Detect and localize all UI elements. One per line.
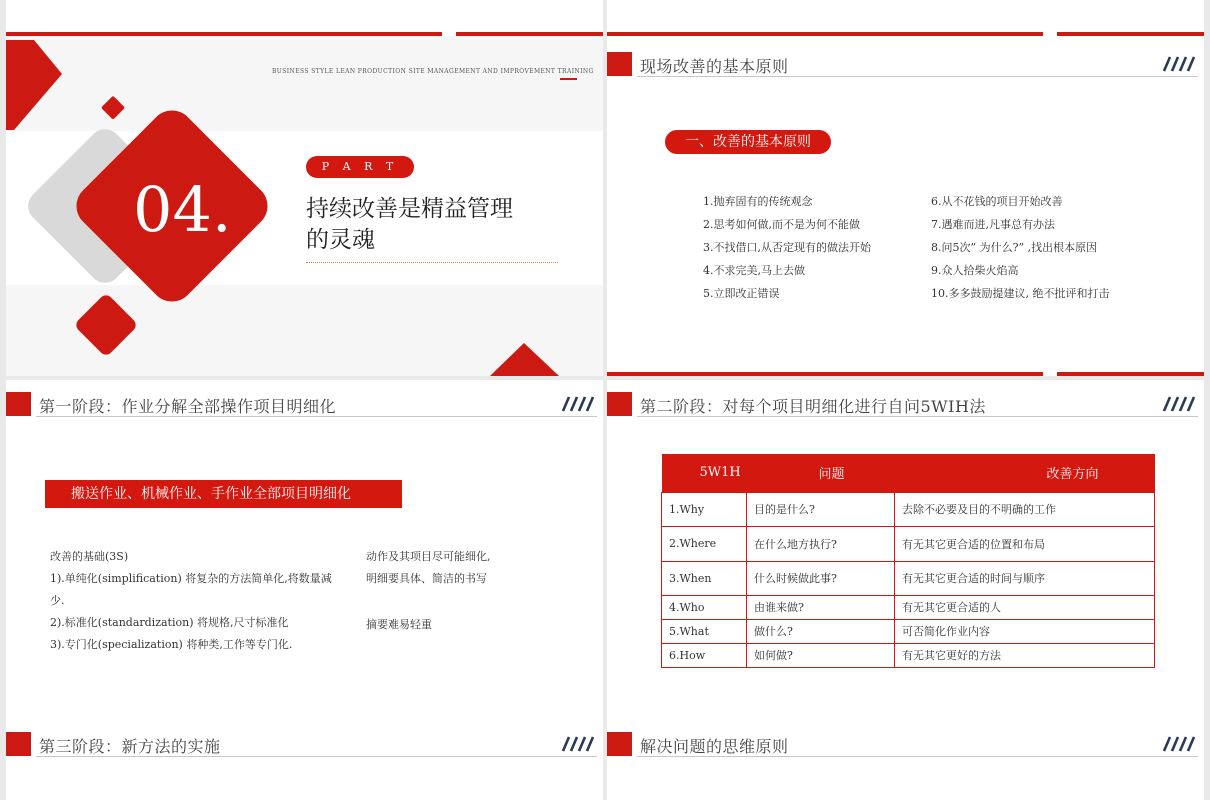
table-row bbox=[662, 526, 1155, 561]
list-item: 3.不找借口,从否定现有的做法开始 bbox=[703, 241, 871, 254]
slide-part-04[interactable] bbox=[6, 0, 603, 376]
header-red-square bbox=[607, 52, 632, 76]
table-cell: 1.Why bbox=[662, 492, 747, 526]
list-item: 7.遇难而进,凡事总有办法 bbox=[931, 218, 1055, 231]
table-cell: 5.What bbox=[662, 619, 747, 643]
table-cell: 2.Where bbox=[662, 526, 747, 561]
list-item: 1.抛弃固有的传统观念 bbox=[703, 195, 813, 208]
part-title-line1: 持续改善是精益管理 bbox=[306, 196, 513, 222]
slide-stage-three[interactable] bbox=[6, 712, 603, 800]
list-item: 6.从不花钱的项目开始改善 bbox=[931, 195, 1063, 208]
table-row bbox=[662, 595, 1155, 619]
table-row bbox=[662, 643, 1155, 667]
text-line: 动作及其项目尽可能细化, bbox=[366, 550, 491, 563]
table-cell: 在什么地方执行? bbox=[747, 526, 895, 561]
small-red-diamond-bottom bbox=[73, 292, 138, 357]
diagonal-stripes-icon bbox=[1160, 396, 1198, 412]
detail-text bbox=[366, 546, 491, 636]
text-line: 改善的基础(3S) bbox=[50, 550, 129, 563]
table-row bbox=[662, 492, 1155, 526]
header-red-square bbox=[6, 732, 31, 756]
header-red-square bbox=[6, 392, 31, 416]
list-item: 9.众人拾柴火焰高 bbox=[931, 264, 1019, 277]
slide-title: 第三阶段：新方法的实施 bbox=[39, 737, 221, 756]
slide-title: 第二阶段：对每个项目明细化进行自问5WIH法 bbox=[640, 397, 986, 416]
diagonal-stripes-icon bbox=[1160, 56, 1198, 72]
part-label-pill: P A R T bbox=[306, 156, 414, 178]
top-accent-bar-right bbox=[1057, 32, 1204, 36]
diagonal-stripes-icon bbox=[559, 396, 597, 412]
header-underline bbox=[36, 756, 597, 757]
table-cell: 可否简化作业内容 bbox=[895, 619, 1155, 643]
list-item: 5.立即改正错误 bbox=[703, 287, 780, 300]
slide-thinking-principles[interactable] bbox=[607, 712, 1204, 800]
table-cell: 由谁来做? bbox=[747, 595, 895, 619]
decorative-shapes bbox=[6, 0, 603, 376]
text-line: 3).专门化(specialization) 将种类,工作等专门化. bbox=[50, 638, 293, 651]
table-cell: 什么时候做此事? bbox=[747, 561, 895, 595]
slide-title: 解决问题的思维原则 bbox=[640, 737, 789, 756]
slide-title: 第一阶段：作业分解全部操作项目明细化 bbox=[39, 397, 337, 416]
text-line: 2).标准化(standardization) 将规格,尺寸标准化 bbox=[50, 616, 289, 629]
stage-banner: 搬送作业、机械作业、手作业全部项目明细化 bbox=[45, 480, 402, 508]
principles-list-left bbox=[703, 190, 871, 305]
table-row bbox=[662, 561, 1155, 595]
subtitle-underline bbox=[560, 78, 577, 80]
header-direction: 改善方向 bbox=[895, 454, 1155, 492]
text-line: 1).单纯化(simplification) 将复杂的方法简单化,将数量减 bbox=[50, 572, 332, 585]
diagonal-stripes-icon bbox=[1160, 736, 1198, 752]
text-line: 明细要具体、简洁的书写 bbox=[366, 572, 487, 585]
table-cell: 有无其它更合适的人 bbox=[895, 595, 1155, 619]
bottom-accent-bar bbox=[607, 372, 1043, 376]
header-underline bbox=[637, 76, 1198, 77]
header-underline bbox=[637, 416, 1198, 417]
table-cell: 4.Who bbox=[662, 595, 747, 619]
list-item: 8.问5次” 为什么?” ,找出根本原因 bbox=[931, 241, 1098, 254]
table-cell: 有无其它更合适的时间与顺序 bbox=[895, 561, 1155, 595]
slide-title: 现场改善的基本原则 bbox=[640, 57, 789, 76]
list-item: 4.不求完美,马上去做 bbox=[703, 264, 805, 277]
table-cell: 目的是什么? bbox=[747, 492, 895, 526]
text-line: 少. bbox=[50, 594, 65, 607]
table-cell: 做什么? bbox=[747, 619, 895, 643]
title-dotted-divider bbox=[306, 262, 558, 263]
diagonal-stripes-icon bbox=[559, 736, 597, 752]
principles-list-right bbox=[931, 190, 1110, 305]
bottom-red-triangle bbox=[490, 343, 559, 376]
header-5w1h: 5W1H bbox=[662, 454, 747, 492]
header-question: 问题 bbox=[747, 454, 895, 492]
slide-stage-two[interactable] bbox=[607, 380, 1204, 716]
small-red-diamond-top bbox=[101, 96, 125, 120]
text-line: 摘要难易轻重 bbox=[366, 618, 432, 631]
table-cell: 有无其它更好的方法 bbox=[895, 643, 1155, 667]
bottom-accent-bar-right bbox=[1057, 372, 1204, 376]
part-title-line2: 的灵魂 bbox=[306, 227, 375, 253]
header-red-square bbox=[607, 392, 632, 416]
list-item: 10.多多鼓励提建议, 绝不批评和打击 bbox=[931, 287, 1110, 300]
subtitle-english: BUSINESS STYLE LEAN PRODUCTION SITE MANAGEMENT AND IMPROVEMENT TRAINING bbox=[272, 68, 594, 75]
5w1h-table-wrapper bbox=[661, 454, 1155, 668]
header-red-square bbox=[607, 732, 632, 756]
table-cell: 去除不必要及目的不明确的工作 bbox=[895, 492, 1155, 526]
table-cell: 有无其它更合适的位置和布局 bbox=[895, 526, 1155, 561]
table-cell: 3.When bbox=[662, 561, 747, 595]
list-item: 2.思考如何做,而不是为何不能做 bbox=[703, 218, 860, 231]
top-accent-bar bbox=[607, 32, 1043, 36]
basis-text bbox=[50, 546, 332, 656]
table-cell: 6.How bbox=[662, 643, 747, 667]
5w1h-table bbox=[661, 454, 1155, 668]
table-cell: 如何做? bbox=[747, 643, 895, 667]
slide-stage-one[interactable] bbox=[6, 380, 603, 716]
principles-pill: 一、改善的基本原则 bbox=[665, 130, 831, 154]
header-underline bbox=[36, 416, 597, 417]
part-number: 04. bbox=[133, 173, 232, 246]
table-row bbox=[662, 619, 1155, 643]
corner-red-shape bbox=[6, 40, 62, 130]
header-underline bbox=[637, 756, 1198, 757]
slide-basic-principles[interactable] bbox=[607, 0, 1204, 376]
